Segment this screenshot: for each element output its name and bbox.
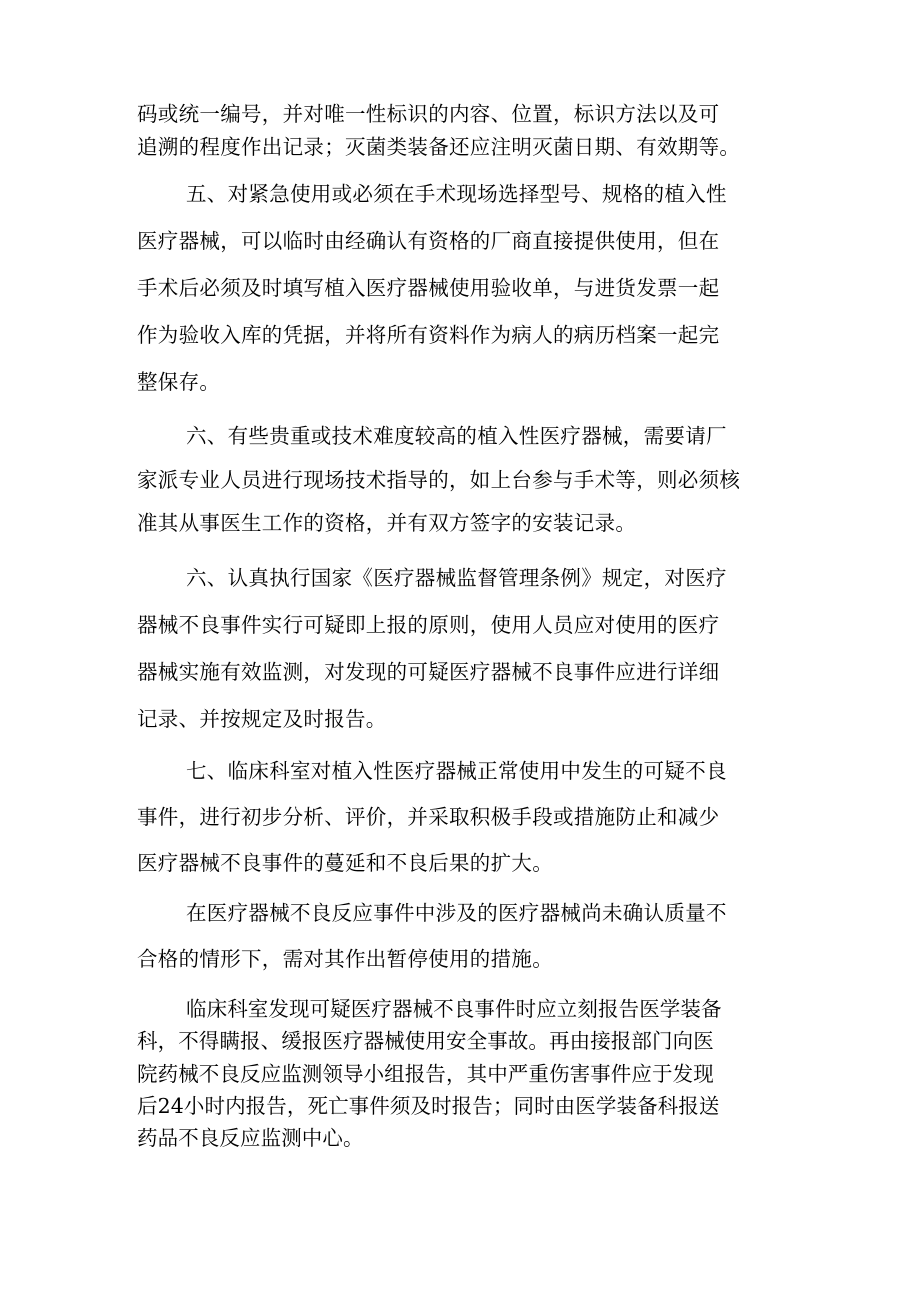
text-line: 后24小时内报告，死亡事件须及时报告；同时由医学装备科报送 [137,1094,720,1118]
text-line: 科，不得瞒报、缓报医疗器械使用安全事故。再由接报部门向医 [137,1029,714,1053]
text-line: 医疗器械不良事件的蔓延和不良后果的扩大。 [137,851,553,875]
paragraph-6b-line: 六、认真执行国家《医疗器械监督管理条例》规定，对医疗 [186,566,727,590]
paragraph-8-line: 在医疗器械不良反应事件中涉及的医疗器械尚未确认质量不 [186,901,727,925]
text-line: 准其从事医生工作的资格，并有双方签字的安装记录。 [137,511,637,535]
paragraph-6a-line: 六、有些贵重或技术难度较高的植入性医疗器械，需要请厂 [186,424,727,448]
text-line: 院药械不良反应监测领导小组报告，其中严重伤害事件应于发现 [137,1062,714,1086]
paragraph-5-line: 五、对紧急使用或必须在手术现场选择型号、规格的植入性 [186,182,727,206]
text-line: 追溯的程度作出记录；灭菌类装备还应注明灭菌日期、有效期等。 [137,135,741,159]
text-line: 作为验收入库的凭据，并将所有资料作为病人的病历档案一起完 [137,323,720,347]
paragraph-9-line: 临床科室发现可疑医疗器械不良事件时应立刻报告医学装备 [186,997,722,1021]
text-line: 器械不良事件实行可疑即上报的原则，使用人员应对使用的医疗 [137,613,720,637]
paragraph-7-line: 七、临床科室对植入性医疗器械正常使用中发生的可疑不良 [186,759,727,783]
text-line: 整保存。 [137,370,221,394]
text-line: 记录、并按规定及时报告。 [137,707,387,731]
text-line: 手术后必须及时填写植入医疗器械使用验收单，与进货发票一起 [137,276,720,300]
text-line: 医疗器械，可以临时由经确认有资格的厂商直接提供使用，但在 [137,229,720,253]
text-line: 事件，进行初步分析、评价，并采取积极手段或措施防止和减少 [137,805,720,829]
text-line: 家派专业人员进行现场技术指导的，如上台参与手术等，则必须核 [137,468,741,492]
text-line: 码或统一编号，并对唯一性标识的内容、位置，标识方法以及可 [137,102,720,126]
text-line: 器械实施有效监测，对发现的可疑医疗器械不良事件应进行详细 [137,660,720,684]
text-line: 药品不良反应监测中心。 [137,1126,364,1150]
text-line: 合格的情形下，需对其作出暂停使用的措施。 [137,947,553,971]
